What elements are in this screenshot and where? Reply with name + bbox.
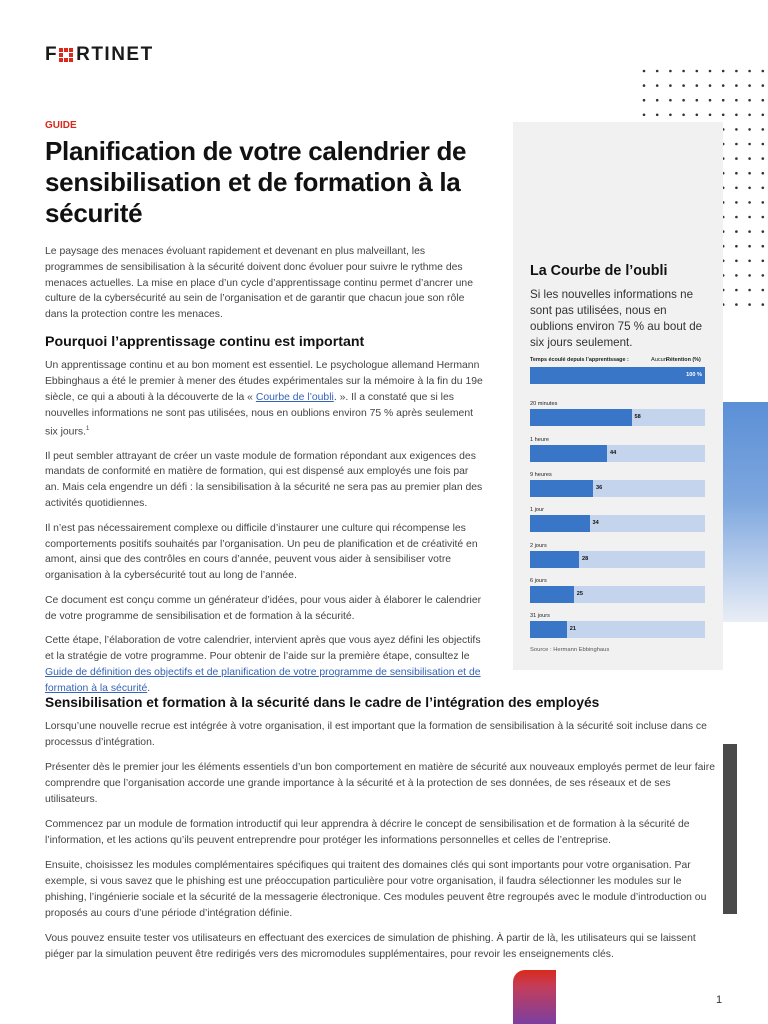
fortinet-logo: [45, 45, 154, 65]
chart-bar: [530, 409, 632, 426]
paragraph: Vous pouvez ensuite tester vos utilisateurs en effectuant des exercices de simulation de phishing. À partir de là, les utilisateurs qui se laissent piéger par la simulation peuvent être redirigés vers des micromodules supplémentaires, pour revoir les enseignements clés.: [45, 932, 696, 960]
chart-row: [530, 613, 705, 648]
chart-bar-track: [530, 445, 705, 462]
chart-row: [530, 472, 705, 507]
page-number: 1: [716, 994, 723, 1006]
chart-bar-track: [530, 367, 705, 384]
chart-bar: [530, 551, 579, 568]
chart-bar-track: [530, 480, 705, 497]
paragraph: Il n’est pas nécessairement complexe ou difficile d’instaurer une culture qui récompense les comportements positifs souhaités par l’organisation. Un peu de planification et de créativité en amont, ainsi que des contrôles en cours d’année, peuvent vous aider à sensibiliser votre organisation à la cybersécurité tout au long de l’année.: [45, 522, 478, 582]
footnote-ref: 1: [86, 425, 90, 432]
chart-value-label: 36: [596, 484, 603, 491]
chart-y-axis-label: Rétention (%): [666, 357, 701, 363]
chart-row: [530, 437, 705, 472]
document-type-label: GUIDE: [45, 120, 77, 131]
objectives-guide-link[interactable]: Guide de définition des objectifs et de planification de votre programme de sensibilisation et de formation à la sécurité: [45, 666, 481, 694]
paragraph: Il peut sembler attrayant de créer un vaste module de formation répondant aux exigences des mandats de conformité en matière de formation, qui est dispensé aux employés une fois par an. Mais cela engendre un défi : la sensibilisation à la sécurité ne sera pas au premier plan des activités quotidiennes.: [45, 450, 483, 510]
chart-value-label: 25: [576, 590, 583, 597]
grey-bar-decoration: [723, 744, 737, 914]
section-body-continuous-learning: [45, 358, 485, 705]
logo-mark: [59, 48, 73, 62]
logo-text: F RTINET: [45, 44, 154, 65]
chart-bar: [530, 621, 567, 638]
chart-bar: [530, 367, 705, 384]
forgetting-curve-link[interactable]: Courbe de l’oubli: [255, 391, 334, 403]
chart-subtitle: Si les nouvelles informations ne sont pas utilisées, nous en oublions environ 75 % au bout de six jours seulement.: [530, 288, 703, 349]
chart-row: [530, 543, 705, 578]
chart-category-label: 20 minutes: [530, 401, 558, 408]
chart-category-label: 1 heure: [530, 436, 549, 443]
chart-bar: [530, 515, 590, 532]
section-heading-onboarding: Sensibilisation et formation à la sécurité dans le cadre de l’intégration des employés: [45, 695, 600, 710]
chart-row: [530, 401, 705, 436]
page-title: Planification de votre calendrier de sensibilisation et de formation à la sécurité: [45, 136, 467, 228]
chart-bar-track: [530, 551, 705, 568]
chart-value-label: 28: [582, 555, 589, 562]
intro-paragraph: Le paysage des menaces évoluant rapidement et devenant en plus malveillant, les programmes de sensibilisation à la sécurité doivent donc évoluer pour suivre le rythme des menaces actuelles. La mise en place d’un cycle d’apprentissage continu permet d’ancrer une culture de la cybersécurité au sein de l’organisation et de garantir que chacun joue son rôle dans la protection contre les menaces.: [45, 246, 473, 321]
paragraph: Ce document est conçu comme un générateur d’idées, pour vous aider à élaborer le calendrier de votre programme de sensibilisation et de formation à la sécurité.: [45, 594, 482, 622]
blue-gradient-decoration: [723, 402, 768, 622]
paragraph: Lorsqu’une nouvelle recrue est intégrée à votre organisation, il est important que la formation de sensibilisation à la sécurité soit incluse dans ce processus d’intégration.: [45, 721, 707, 749]
chart-bar: [530, 445, 607, 462]
chart-row: [530, 507, 705, 542]
section-body-onboarding: [45, 719, 717, 972]
paragraph: Ensuite, choisissez les modules complémentaires spécifiques qui traitent des domaines clés qui sont importants pour votre organisation. Par exemple, si vous savez que le phishing est une préoccupation particulière pour votre organisation, il faudra sélectionner les modules sur le phishing, l’ingénierie sociale et la sécurité de la messagerie électronique. Ces modules peuvent être regroupés avec le module d’introduction ou proposés au cours d’une période d’intégration définie.: [45, 859, 707, 920]
chart-bar-track: [530, 621, 705, 638]
chart-value-label: 44: [610, 449, 617, 456]
chart-value-label: 34: [592, 520, 599, 527]
chart-source: Source : Hermann Ebbinghaus: [530, 647, 610, 653]
chart-category-label: Aucun: [651, 357, 667, 363]
section-heading-continuous-learning: Pourquoi l’apprentissage continu est important: [45, 334, 365, 350]
chart-category-label: 1 jour: [530, 507, 544, 514]
chart-value-label: 21: [569, 626, 576, 633]
chart-bar: [530, 480, 593, 497]
paragraph: Commencez par un module de formation introductif qui leur apprendra à décrire le concept de sensibilisation et de formation à la sécurité de l’information, et les actions qu’ils peuvent entreprendre pour protéger les informations personnelles et celles de l’entreprise.: [45, 818, 690, 846]
chart-category-label: 6 jours: [530, 577, 547, 584]
gradient-corner-decoration: [513, 970, 556, 1024]
chart-bar-track: [530, 409, 705, 426]
chart-bar-track: [530, 515, 705, 532]
chart-category-label: 31 jours: [530, 613, 550, 620]
paragraph: Un apprentissage continu et au bon moment est essentiel. Le psychologue allemand Hermann Ebbinghaus a été le premier à mener des études expérimentales sur la mémoire à la fin du 19e siècle, ce qui a abouti à la découverte de la « Courbe de l’oubli. ». Il a constaté que si les nouvelles informations ne sont pas utilisées, nous en oublions environ 75 % après seulement six jours.$^1$: [45, 360, 483, 438]
chart-category-label: 9 heures: [530, 471, 552, 478]
chart-row: [530, 578, 705, 613]
paragraph: Présenter dès le premier jour les éléments essentiels d’un bon comportement en matière de sécurité aux nouveaux employés permet de leur faire comprendre que l’organisation accorde une grande importance à la sécurité et à la protection de ses données, de ses réseaux et de ses utilisateurs.: [45, 761, 715, 806]
chart-value-label: 58: [634, 414, 641, 421]
chart-x-axis-label: Temps écoulé depuis l’apprentissage :: [530, 357, 629, 363]
chart-bar-track: [530, 586, 705, 603]
chart-title: La Courbe de l’oubli: [530, 263, 668, 279]
chart-bar: [530, 586, 574, 603]
paragraph: Cette étape, l’élaboration de votre calendrier, intervient après que vous ayez défini les objectifs et la stratégie de votre programme. Pour obtenir de l’aide sur la première étape, consultez le Guide de définition des objectifs et de planification de votre programme de sensibilisation et de formation à la sécurité.: [45, 635, 481, 694]
chart-category-label: 2 jours: [530, 542, 547, 549]
chart-value-label: 100 %: [686, 372, 702, 378]
